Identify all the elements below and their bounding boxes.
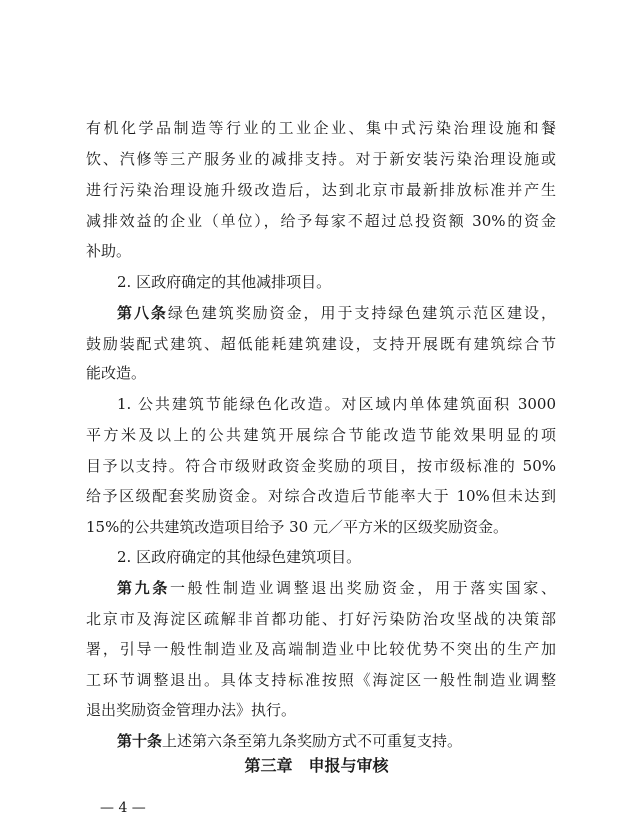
article8-line3: 能改造。: [86, 364, 147, 382]
item2-other-reduction: 2. 区政府确定的其他减排项目。: [117, 273, 332, 291]
chapter-heading: 第三章 申报与审核: [244, 756, 389, 775]
article9-label: 第九条: [117, 579, 170, 597]
article9-line4: 工环节调整退出。具体支持标准按照《海淀区一般性制造业调整: [86, 671, 556, 689]
article10-line: [117, 731, 556, 751]
para1-line2: 饮、汽修等三产服务业的减排支持。对于新安装污染治理设施或: [86, 150, 556, 168]
para1-line1: 有机化学品制造等行业的工业企业、集中式污染治理设施和餐: [86, 119, 556, 137]
article9-line2: 北京市及海淀区疏解非首都功能、打好污染防治攻坚战的决策部: [86, 610, 556, 628]
article9-line1-text: 一般性制造业调整退出奖励资金，用于落实国家、: [170, 579, 556, 597]
art8-item2: 2. 区政府确定的其他绿色建筑项目。: [117, 548, 362, 566]
article8-line1: [117, 303, 556, 323]
article9-line1: [117, 578, 556, 598]
art8-item1-line2: 平方米及以上的公共建筑开展综合节能改造节能效果明显的项: [86, 426, 556, 444]
para1-line4: 减排效益的企业（单位），给予每家不超过总投资额 30%的资金: [86, 212, 556, 230]
art8-item1-line5: 15%的公共建筑改造项目给予 30 元／平方米的区级奖励资金。: [86, 518, 508, 536]
article10-text: 上述第六条至第九条奖励方式不可重复支持。: [162, 732, 463, 750]
article8-label: 第八条: [117, 304, 168, 322]
article9-line5: 退出奖励资金管理办法》执行。: [86, 701, 297, 719]
para1-line3: 进行污染治理设施升级改造后，达到北京市最新排放标准并产生: [86, 181, 556, 199]
article10-label: 第十条: [117, 732, 163, 750]
art8-item1-line3: 目予以支持。符合市级财政资金奖励的项目，按市级标准的 50%: [86, 457, 556, 475]
page-number: — 4 —: [100, 800, 146, 816]
art8-item1-line4: 给予区级配套奖励资金。对综合改造后节能率大于 10%但未达到: [86, 487, 556, 505]
article8-line1-text: 绿色建筑奖励资金，用于支持绿色建筑示范区建设，: [167, 304, 556, 322]
article9-line3: 署，引导一般性制造业及高端制造业中比较优势不突出的生产加: [86, 640, 556, 658]
art8-item1-line1: 1. 公共建筑节能绿色化改造。对区域内单体建筑面积 3000: [117, 395, 556, 413]
article8-line2: 鼓励装配式建筑、超低能耗建筑建设，支持开展既有建筑综合节: [86, 335, 556, 353]
para1-line5: 补助。: [86, 242, 132, 260]
